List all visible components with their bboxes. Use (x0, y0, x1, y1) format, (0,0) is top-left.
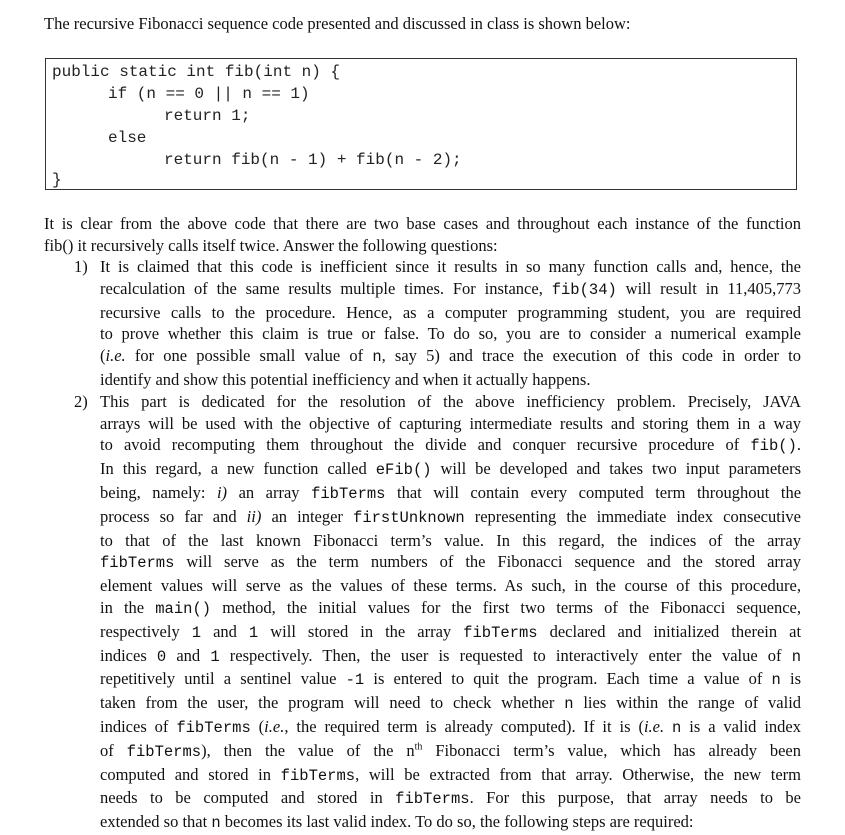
text-line: In this regard, a new function called eFib() will be developed and takes two input parameters (100, 459, 802, 480)
question-list (74, 256, 801, 835)
code-line: return fib(n - 1) + fib(n - 2); (164, 151, 462, 169)
intro-text: The recursive Fibonacci sequence code presented and discussed in class is shown below: (44, 14, 631, 33)
text-line: identify and show this potential inefficiency and when it actually happens. (100, 369, 591, 389)
text-line: recursive calls to the procedure. Hence, as a computer programming student, you are required (100, 302, 801, 322)
text-line: respectively 1 and 1 will stored in the array fibTerms declared and initialized therein at (100, 621, 802, 642)
text-line: recalculation of the same results multiple times. For instance, fib(34) will result in 11,405,773 (100, 278, 802, 299)
question-number: 1) (74, 257, 88, 276)
text-line: fibTerms will serve as the term numbers of the Fibonacci sequence and the stored array (100, 552, 801, 573)
body-paragraph (44, 213, 801, 256)
text-line: to that of the last known Fibonacci term’s value. In this regard, the indices of the array (100, 530, 801, 550)
text-line: process so far and ii) an integer firstUnknown representing the immediate index consecutive (100, 506, 801, 527)
code-line: public static int fib(int n) { (52, 63, 341, 81)
code-line: return 1; (164, 107, 251, 125)
code-line: if (n == 0 || n == 1) (108, 85, 310, 103)
text-line: indices 0 and 1 respectively. Then, the user is requested to interactively enter the value of n (100, 645, 802, 666)
text-line: It is claimed that this code is inefficient since it results in so many function calls and, hence, the (100, 257, 801, 276)
text-line: to avoid recomputing them throughout the divide and conquer recursive procedure of fib(). (100, 435, 802, 456)
question-1 (74, 256, 801, 391)
paragraph-line: fib() it recursively calls itself twice. Answer the following questions: (44, 235, 498, 255)
text-line: This part is dedicated for the resolution of the above inefficiency problem. Precisely, JAVA (100, 391, 801, 411)
paragraph-line: It is clear from the above code that there are two base cases and throughout each instance of the function (44, 214, 801, 233)
text-line: of fibTerms), then the value of the $n^{th}$ Fibonacci term’s value, which has already been (100, 740, 801, 761)
code-line: } (52, 171, 62, 189)
text-line: repetitively until a sentinel value -1 is entered to quit the program. Each time a value of n is (100, 669, 802, 690)
text-line: computed and stored in fibTerms, will be extracted from that array. Otherwise, the new term (100, 764, 802, 785)
text-line: element values will serve as the values of these terms. As such, in the course of this procedure, (100, 576, 801, 596)
text-line: (i.e. for one possible small value of n, say 5) and trace the execution of this code in order to (100, 346, 802, 367)
text-line: extended so that n becomes its last valid index. To do so, the following steps are required: (100, 812, 694, 833)
text-line: in the main() method, the initial values for the first two terms of the Fibonacci sequence, (100, 597, 802, 618)
code-line: else (108, 129, 147, 147)
text-line: taken from the user, the program will need to check whether n lies within the range of valid (100, 693, 802, 714)
text-line: needs to be computed and stored in fibTerms. For this purpose, that array needs to be (100, 788, 801, 809)
question-2 (74, 391, 801, 835)
text-line: to prove whether this claim is true or false. To do so, you are to consider a numerical example (100, 324, 801, 344)
text-line: being, namely: i) an array fibTerms that will contain every computed term throughout the (100, 482, 802, 503)
code-block (45, 58, 797, 190)
text-line: indices of fibTerms (i.e., the required term is already computed). If it is (i.e. n is a valid index (100, 716, 802, 737)
question-number: 2) (74, 391, 88, 411)
text-line: arrays will be used with the objective of capturing intermediate results and storing them in a way (100, 413, 801, 433)
